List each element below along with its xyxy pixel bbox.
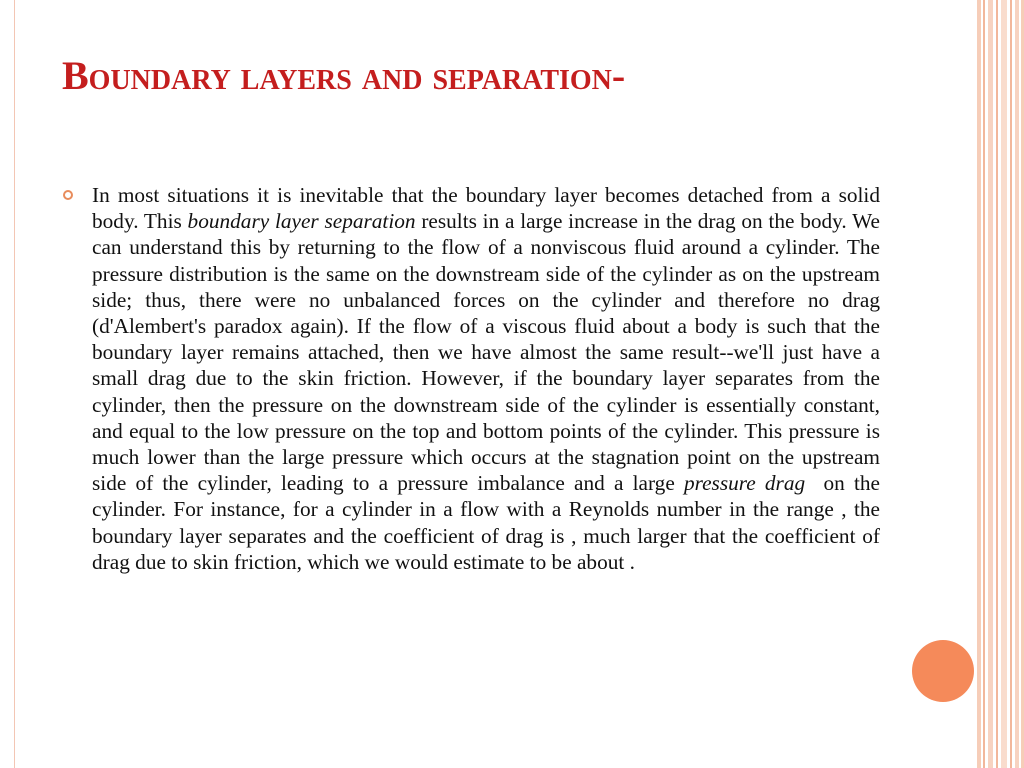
paragraph-text: on the cylinder. For instance, for a cylinder in a flow with a Reynolds number in the range , the boundary layer separates and the coefficient of drag is , much larger that the coefficient of drag due to skin friction, which we would estimate to be about . bbox=[92, 471, 886, 574]
emphasis-boundary-layer-separation: boundary layer separation bbox=[187, 209, 416, 234]
slide-body bbox=[60, 182, 886, 575]
stripe bbox=[996, 0, 998, 768]
stripe bbox=[1001, 0, 1007, 768]
hollow-circle-bullet-icon bbox=[63, 190, 73, 200]
decorative-stripes bbox=[977, 0, 1024, 768]
slide-frame-line bbox=[14, 0, 15, 768]
paragraph-text: results in a large increase in the drag on the body. We can understand this by returning to the flow of a nonviscous fluid around a cylinder. The pressure distribution is the same on the downstream side of the cylinder as on the upstream side; thus, there were no unbalanced forces on the cylinder and therefore no drag (d'Alembert's paradox again). If the flow of a viscous fluid about a body is such that the boundary layer remains attached, then we have almost the same result--we'll just have a small drag due to the skin friction. However, if the boundary layer separates from the cylinder, then the pressure on the downstream side of the cylinder is essentially constant, and equal to the low pressure on the top and bottom points of the cylinder. This pressure is much lower than the large pressure which occurs at the stagnation point on the upstream side of the cylinder, leading to a pressure imbalance and a large bbox=[92, 209, 880, 496]
paragraph-text: In most situations it is inevitable that the boundary layer becomes detached from a solid body. This bbox=[92, 183, 880, 234]
slide-title: Boundary layers and separation- bbox=[62, 53, 626, 98]
bullet-item bbox=[60, 182, 886, 575]
stripe bbox=[983, 0, 985, 768]
bullet-paragraph bbox=[92, 182, 886, 575]
stripe bbox=[1010, 0, 1012, 768]
stripe bbox=[988, 0, 993, 768]
decorative-circle-icon bbox=[912, 640, 974, 702]
stripe bbox=[977, 0, 981, 768]
emphasis-pressure-drag: pressure drag bbox=[683, 471, 806, 496]
stripe bbox=[1015, 0, 1019, 768]
